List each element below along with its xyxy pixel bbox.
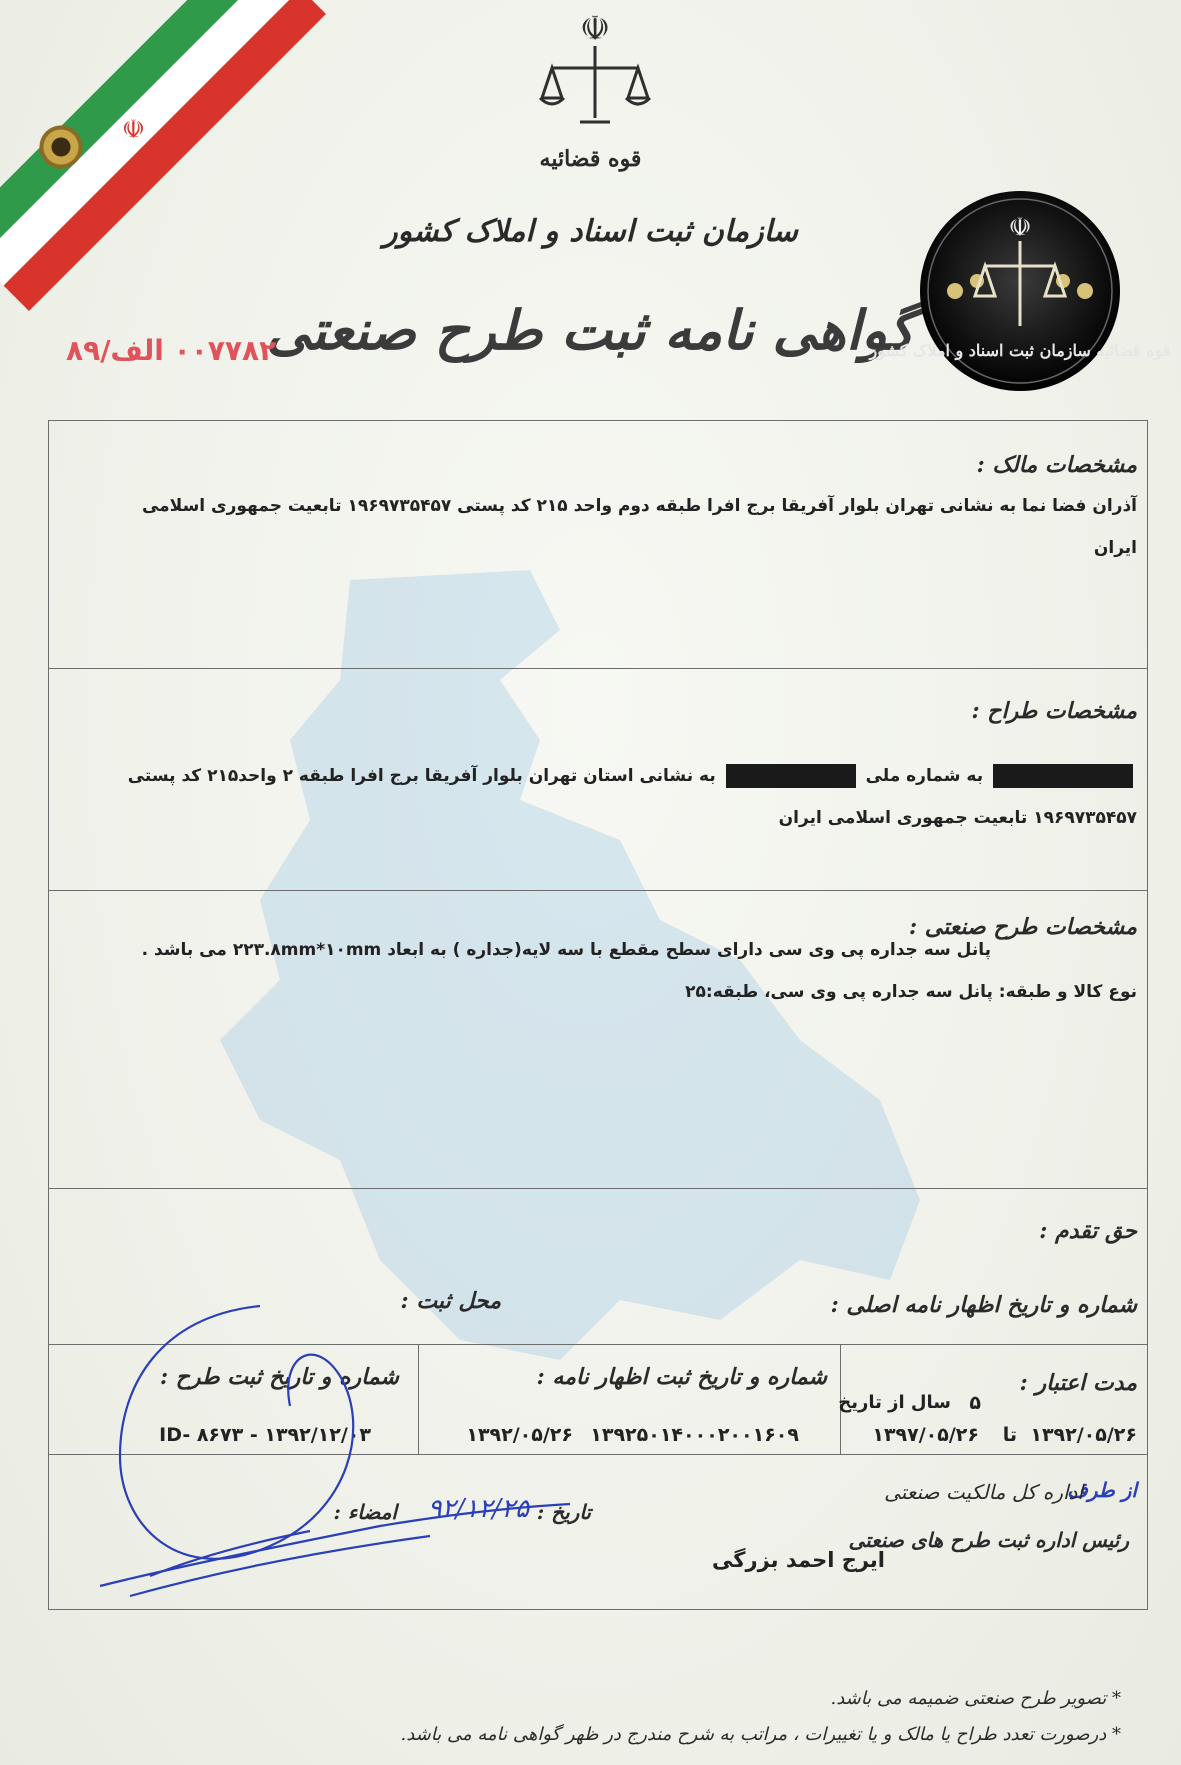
signature-label: امضاء :: [333, 1500, 397, 1524]
validity-start-date: ۱۳۹۲/۰۵/۲۶: [1030, 1424, 1137, 1446]
row-divider: [48, 890, 1148, 891]
serial-number: ۰۰۷۷۸۲ الف/۸۹: [66, 334, 277, 367]
footer-note-1: * تصویر طرح صنعتی ضمیمه می باشد.: [830, 1688, 1121, 1709]
judiciary-heading: قوه قضائیه: [539, 146, 642, 172]
date-label: تاریخ :: [536, 1500, 591, 1524]
design-label: مشخصات طرح صنعتی :: [909, 914, 1137, 940]
row-divider: [48, 668, 1148, 669]
application-label: شماره و تاریخ ثبت اظهار نامه :: [536, 1364, 827, 1390]
on-behalf-text: از طرف: [1067, 1478, 1137, 1502]
design-line1: پانل سه جداره پی وی سی دارای سطح مقطع با سه لایه(جداره ) به ابعاد ۲۲۳.۸mm*۱۰mm می باشد .: [141, 940, 991, 960]
priority-label: حق تقدم :: [1039, 1218, 1137, 1244]
validity-end-date: ۱۳۹۷/۰۵/۲۶: [872, 1424, 979, 1446]
original-application-label: شماره و تاریخ اظهار نامه اصلی :: [830, 1292, 1137, 1318]
designer-line1: به شماره ملی به نشانی استان تهران بلوار آفریقا برج افرا طبقه ۲ واحد۲۱۵ کد پستی: [97, 758, 1137, 794]
registration-value: ۱۳۹۲/۱۲/۰۳ - ID- ۸۶۷۳: [159, 1424, 371, 1446]
redacted-name: [993, 764, 1133, 788]
footer-note-2: * درصورت تعدد طراح یا مالک و یا تغییرات ، مراتب به شرح مندرج در ظهر گواهی نامه می باشد.: [400, 1724, 1121, 1745]
validity-from-text: سال از تاریخ: [838, 1392, 951, 1413]
application-date: ۱۳۹۲/۰۵/۲۶: [466, 1424, 573, 1446]
owner-line1: آذران فضا نما به نشانی تهران بلوار آفریقا برج افرا طبقه دوم واحد ۲۱۵ کد پستی ۱۹۶۹۷۳۵۴۵۷ تابعیت جمهوری اسلامی: [141, 496, 1137, 516]
designer-label: مشخصات طراح :: [971, 698, 1137, 724]
design-line2: نوع کالا و طبقه: پانل سه جداره پی وی سی، طبقه:۲۵: [685, 982, 1137, 1002]
svg-text:☫: ☫: [579, 9, 611, 49]
application-number: ۱۳۹۲۵۰۱۴۰۰۰۲۰۰۱۶۰۹: [590, 1424, 799, 1446]
position-text: رئیس اداره ثبت طرح های صنعتی: [848, 1528, 1129, 1552]
validity-to-text: تا: [1002, 1424, 1017, 1446]
place-label: محل ثبت :: [400, 1288, 501, 1314]
certificate-title: گواهی نامه ثبت طرح صنعتی: [266, 298, 915, 362]
designer-line2: ۱۹۶۹۷۳۵۴۵۷ تابعیت جمهوری اسلامی ایران: [778, 808, 1137, 828]
seal-text: قوه قضائیه سازمان ثبت اسناد و املاک کشور: [869, 341, 1171, 360]
scales-of-justice-icon: [540, 6, 650, 136]
handwritten-date: ۹۲/۱۲/۲۵: [427, 1494, 529, 1524]
organization-heading: سازمان ثبت اسناد و املاک کشور: [383, 214, 798, 249]
flag-emblem-icon: ☫: [121, 115, 146, 146]
signatory-name: ایرج احمد بزرگی: [712, 1548, 885, 1572]
handwritten-signature: [100, 1296, 580, 1616]
row-divider: [48, 1188, 1148, 1189]
redacted-national-id: [726, 764, 856, 788]
holographic-seal: [869, 186, 1171, 396]
validity-label: مدت اعتبار :: [1019, 1370, 1137, 1396]
owner-label: مشخصات مالک :: [976, 452, 1137, 478]
validity-years: ۵: [969, 1392, 981, 1414]
owner-line2: ایران: [1093, 538, 1137, 558]
registration-label: شماره و تاریخ ثبت طرح :: [159, 1364, 399, 1390]
office-text: اداره کل مالکیت صنعتی: [884, 1480, 1083, 1504]
svg-text:☫: ☫: [1008, 213, 1032, 243]
